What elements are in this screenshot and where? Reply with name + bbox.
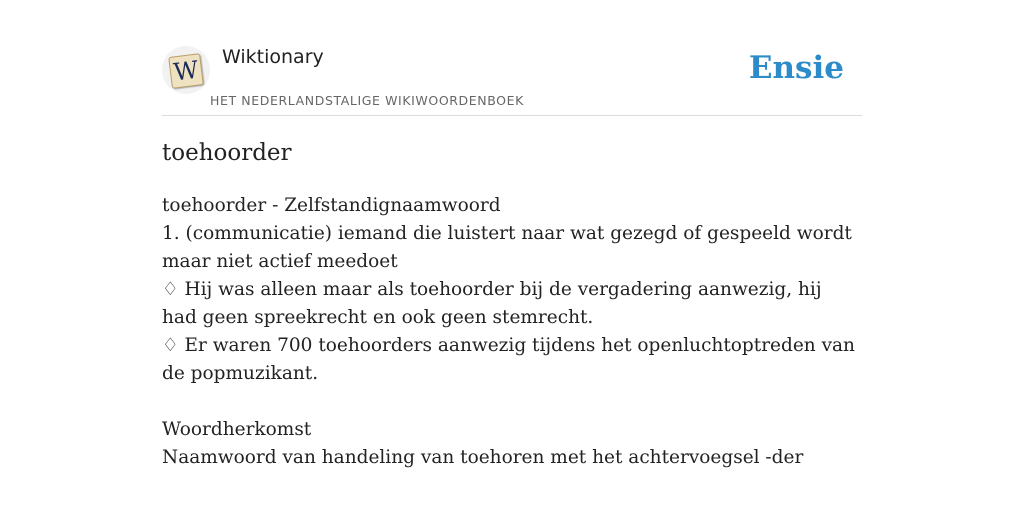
wiktionary-logo[interactable] [162,46,210,94]
etymology-text: Naamwoord van handeling van toehoren met het achtervoegsel -der [162,447,804,468]
ensie-brand-link[interactable]: Ensie [748,50,844,86]
entry-body [162,192,862,472]
part-of-speech-line: toehoorder - Zelfstandignaamwoord [162,195,501,216]
site-header [162,0,862,116]
page-title: toehoorder [162,140,292,166]
etymology-heading: Woordherkomst [162,419,312,440]
logo-letter: W [172,55,200,87]
example-sentence: ♢ Hij was alleen maar als toehoorder bij de vergadering aanwezig, hij had geen spreekrecht en ook geen stemrecht. [162,279,822,328]
definition: 1. (communicatie) iemand die luistert naar wat gezegd of gespeeld wordt maar niet actief meedoet [162,223,852,272]
section-spacer [162,388,862,416]
example-sentence: ♢ Er waren 700 toehoorders aanwezig tijdens het openluchtoptreden van de popmuzikant. [162,335,855,384]
site-name[interactable]: Wiktionary [222,46,324,68]
page-container [162,0,862,512]
site-tagline: HET NEDERLANDSTALIGE WIKIWOORDENBOEK [210,93,524,108]
puzzle-tile-icon [168,53,204,89]
